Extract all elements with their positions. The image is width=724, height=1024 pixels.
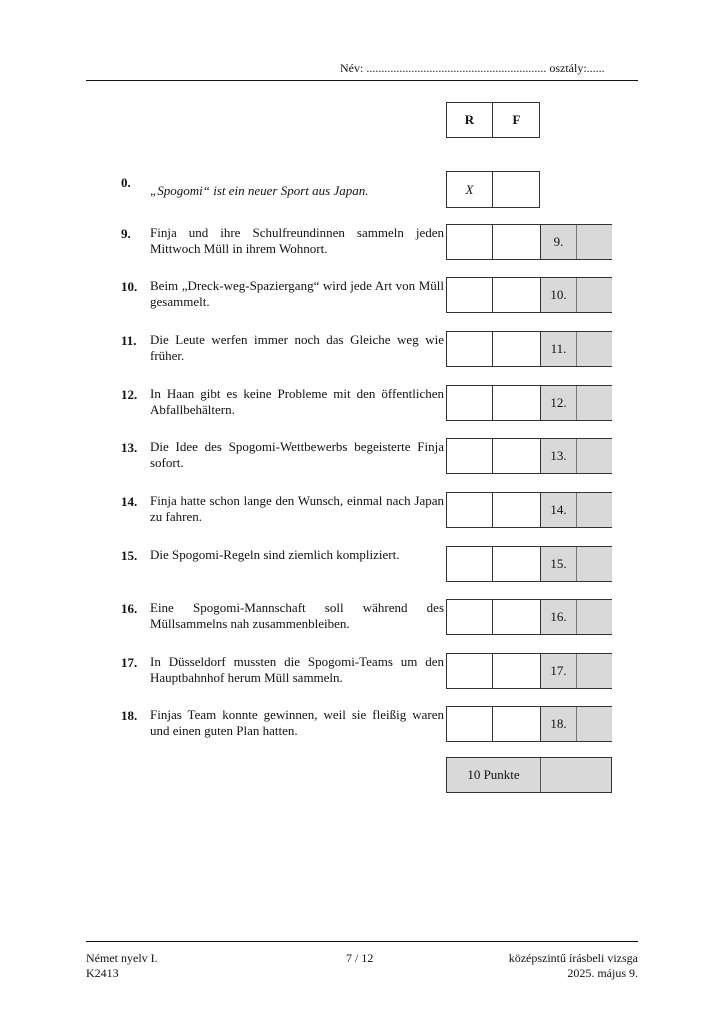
column-f-label: F [512,112,521,127]
item-statement: Finja hatte schon lange den Wunsch, einmal nach Japan zu fahren. [150,493,444,524]
footer-divider [86,941,638,942]
item-answer-row [446,385,612,421]
item-statement: Finjas Team konnte gewinnen, weil sie fleißig waren und einen guten Plan hatten. [150,707,444,738]
item-number: 14. [121,494,138,509]
answer-cell-r[interactable] [447,439,493,473]
item-statement: Die Spogomi-Regeln sind ziemlich kompliziert. [150,547,400,562]
item-number: 18. [121,708,138,723]
item-number: 11. [121,333,137,348]
answer-cell-f[interactable] [493,332,540,366]
answer-cell-r[interactable] [447,225,493,259]
answer-cell-f[interactable] [493,707,540,741]
item-answer-row [446,331,612,367]
answer-cell-r[interactable] [447,493,493,527]
item-statement: Die Idee des Spogomi-Wettbewerbs begeisterte Finja sofort. [150,439,444,470]
item-answer-row [446,706,612,742]
header-divider [86,80,638,81]
answer-cell-r[interactable] [447,386,493,420]
score-label: 13. [540,439,577,473]
item-answer-row [446,599,612,635]
item-number: 17. [121,655,138,670]
answer-cell-f[interactable] [493,278,540,312]
score-label: 16. [540,600,577,634]
item-answer-row [446,438,612,474]
score-field[interactable] [577,547,612,581]
example-answer-box [446,171,540,208]
answer-cell-r[interactable] [447,547,493,581]
example-mark-f [493,172,540,207]
item-answer-row [446,653,612,689]
score-label: 14. [540,493,577,527]
item-answer-row [446,224,612,260]
answer-cell-r[interactable] [447,332,493,366]
answer-cell-r[interactable] [447,654,493,688]
item-number: 9. [121,226,131,241]
footer-subject: Német nyelv I. [86,951,158,965]
score-label: 18. [540,707,577,741]
score-field[interactable] [577,600,612,634]
score-label: 10. [540,278,577,312]
answer-cell-r[interactable] [447,707,493,741]
item-statement: Die Leute werfen immer noch das Gleiche weg wie früher. [150,332,444,363]
score-label: 11. [540,332,577,366]
item-number: 13. [121,440,138,455]
answer-cell-f[interactable] [493,439,540,473]
answer-cell-r[interactable] [447,600,493,634]
total-points-box [446,757,612,793]
item-statement: Finja und ihre Schulfreundinnen sammeln jeden Mittwoch Müll in ihrem Wohnort. [150,225,444,256]
score-field[interactable] [577,386,612,420]
item-answer-row [446,546,612,582]
score-field[interactable] [577,278,612,312]
item-statement: Beim „Dreck-weg-Spaziergang“ wird jede Art von Müll gesammelt. [150,278,444,309]
footer-page: 7 / 12 [346,951,374,965]
score-label: 12. [540,386,577,420]
total-points-label: 10 Punkte [447,758,541,792]
item-statement: In Haan gibt es keine Probleme mit den öffentlichen Abfallbehältern. [150,386,444,417]
rf-header [446,102,540,138]
score-field[interactable] [577,493,612,527]
answer-cell-f[interactable] [493,600,540,634]
answer-cell-f[interactable] [493,547,540,581]
footer-code: K2413 [86,966,119,980]
answer-cell-f[interactable] [493,225,540,259]
score-field[interactable] [577,225,612,259]
item-answer-row [446,277,612,313]
example-statement: „Spogomi“ ist ein neuer Sport aus Japan. [150,183,369,198]
score-field[interactable] [577,654,612,688]
item-number: 16. [121,601,138,616]
item-answer-row [446,492,612,528]
score-label: 17. [540,654,577,688]
answer-cell-r[interactable] [447,278,493,312]
score-label: 9. [540,225,577,259]
answer-cell-f[interactable] [493,654,540,688]
item-number: 15. [121,548,138,563]
item-number: 12. [121,387,138,402]
item-statement: In Düsseldorf mussten die Spogomi-Teams um den Hauptbahnhof herum Müll sammeln. [150,654,444,685]
name-class-field: Név: ............................................................ osztály:...... [340,61,605,75]
column-r-label: R [447,103,493,137]
footer-exam: középszintű írásbeli vizsga [508,951,638,965]
answer-cell-f[interactable] [493,386,540,420]
score-field[interactable] [577,439,612,473]
score-field[interactable] [577,707,612,741]
footer-date: 2025. május 9. [567,966,638,980]
item-statement: Eine Spogomi-Mannschaft soll während des Müllsammelns nah zusammenbleiben. [150,600,444,631]
answer-cell-f[interactable] [493,493,540,527]
item-number: 10. [121,279,138,294]
score-label: 15. [540,547,577,581]
example-mark-r: X [447,172,493,207]
total-points-field[interactable] [541,758,612,792]
example-number: 0. [121,175,131,190]
score-field[interactable] [577,332,612,366]
